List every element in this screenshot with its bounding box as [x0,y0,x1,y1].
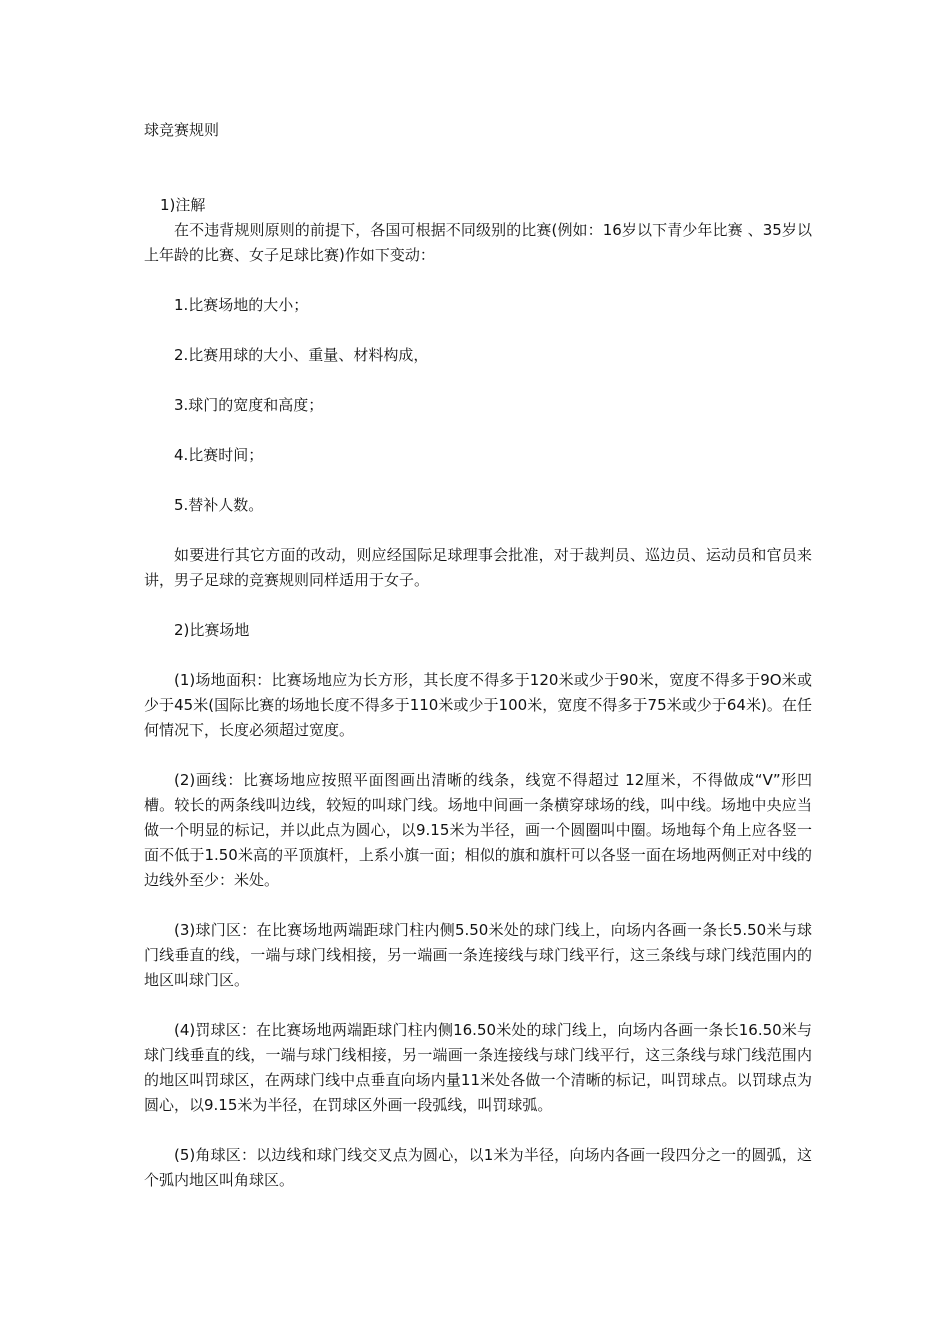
list-item: 2.比赛用球的大小、重量、材料构成， [174,346,429,364]
paragraph-goal-area: (3)球门区：在比赛场地两端距球门柱内侧5.50米处的球门线上，向场内各画一条长5.50米与球门线垂直的线，一端与球门线相接，另一端画一条连接线与球门线平行，这三条线与球门线范围内的地区叫球门区。 [144,921,812,989]
document-title: 球竞赛规则 [144,121,220,139]
document-body [144,118,812,1193]
paragraph-field-lines: (2)画线：比赛场地应按照平面图画出清晰的线条，线宽不得超过 12厘米，不得做成“V”形凹槽。较长的两条线叫边线，较短的叫球门线。场地中间画一条横穿球场的线，叫中线。场地中央应当做一个明显的标记，并以此点为圆心，以9.15米为半径，画一个圆圈叫中圈。场地每个角上应各竖一面不低于1.50米高的平顶旗杆，上系小旗一面；相似的旗和旗杆可以各竖一面在场地两侧正对中线的边线外至少：米处。 [144,771,812,889]
paragraph-corner-area: (5)角球区：以边线和球门线交叉点为圆心，以1米为半径，向场内各画一段四分之一的圆弧，这个弧内地区叫角球区。 [144,1146,812,1189]
other-changes-paragraph: 如要进行其它方面的改动，则应经国际足球理事会批准，对于裁判员、巡边员、运动员和官员来讲，男子足球的竞赛规则同样适用于女子。 [144,546,812,589]
paragraph-penalty-area: (4)罚球区：在比赛场地两端距球门柱内侧16.50米处的球门线上，向场内各画一条长16.50米与球门线垂直的线，一端与球门线相接，另一端画一条连接线与球门线平行，这三条线与球门线范围内的地区叫罚球区，在两球门线中点垂直向场内量11米处各做一个清晰的标记，叫罚球点。以罚球点为圆心，以9.15米为半径，在罚球区外画一段弧线，叫罚球弧。 [144,1021,812,1114]
list-item: 4.比赛时间； [174,446,264,464]
list-item: 1.比赛场地的大小； [174,296,309,314]
list-item: 5.替补人数。 [174,496,264,514]
list-item: 3.球门的宽度和高度； [174,396,324,414]
paragraph-field-area: (1)场地面积：比赛场地应为长方形，其长度不得多于120米或少于90米，宽度不得多于9O米或少于45米(国际比赛的场地长度不得多于110米或少于100米，宽度不得多于75米或少于64米)。在任何情况下，长度必须超过宽度。 [144,671,812,739]
intro-paragraph: 在不违背规则原则的前提下，各国可根据不同级别的比赛(例如：16岁以下青少年比赛 、35岁以上年龄的比赛、女子足球比赛)作如下变动： [144,221,812,264]
section-heading-field: 2)比赛场地 [174,621,250,639]
section-heading-notes: 1)注解 [160,196,206,214]
